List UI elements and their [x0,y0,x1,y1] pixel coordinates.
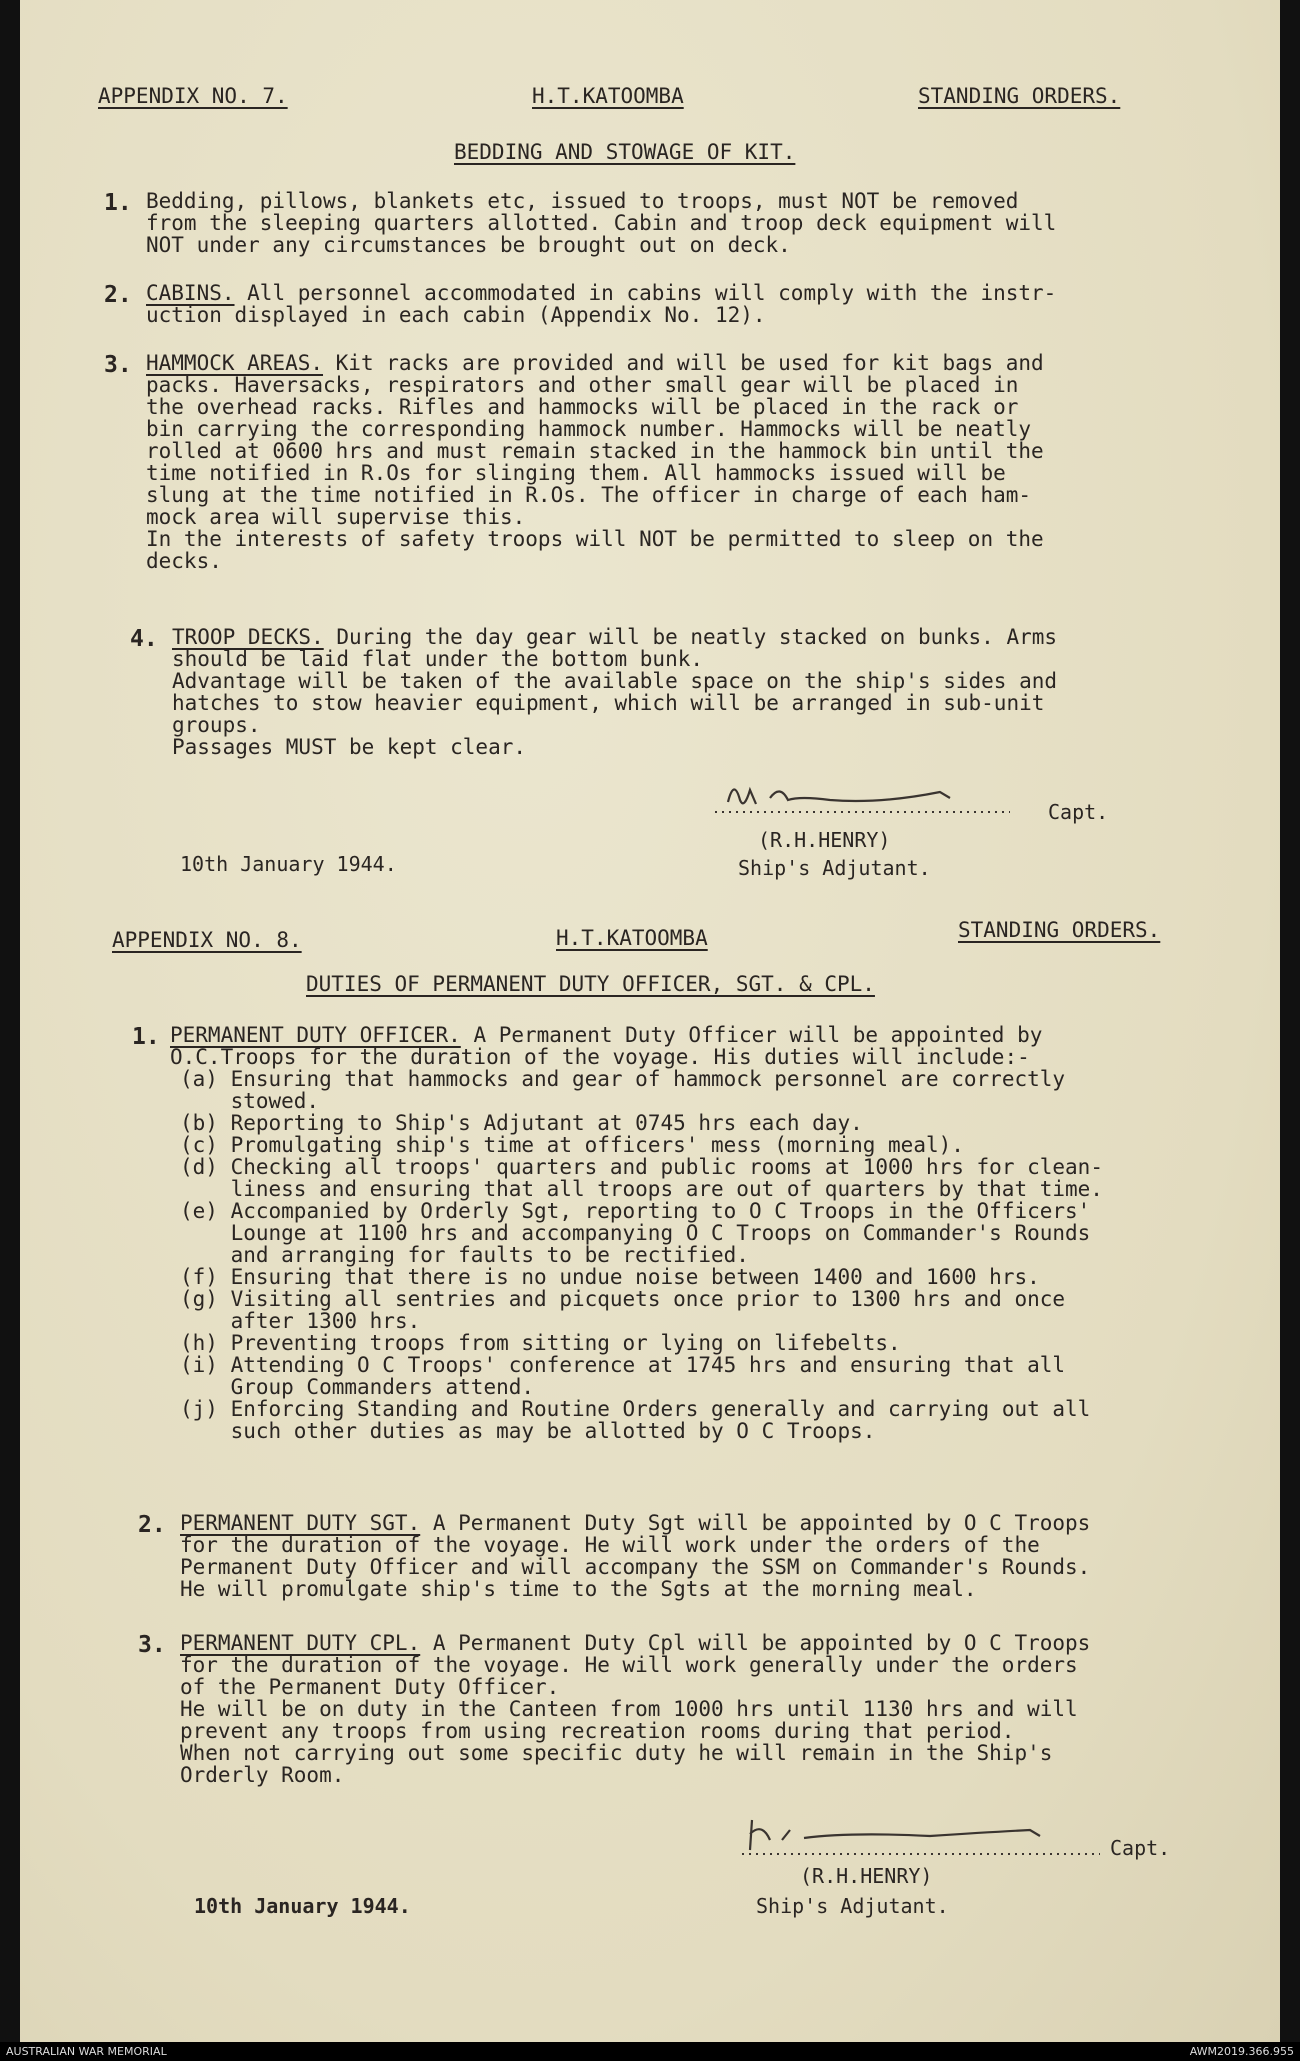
a8-item-3-text: PERMANENT DUTY CPL. A Permanent Duty Cpl will be appointed by O C Troops for the duration of the voyage. He will work generally under the orders of the Permanent Duty Officer. He will be on duty in the Canteen from 1000 hrs until 1130 hrs and will prevent any troops from using recreation rooms during that period. When not carrying out some specific duty he will remain in the Ship's Orderly Room. [180,1631,1091,1787]
a8-item-3-number: 3. [138,1632,166,1658]
a7-item-3-text: HAMMOCK AREAS. Kit racks are provided and will be used for kit bags and packs. Haversacks, respirators and other small gear will be placed in the overhead racks. Rifles and hammocks will be placed in the rack or bin carrying the corresponding hammock number. Hammocks will be neatly rolled at 0600 hrs and must remain stacked in the hammock bin until the time notified in R.Os for slinging them. All hammocks issued will be slung at the time notified in R.Os. The officer in charge of each ham- mock area will supervise this. In the interests of safety troops will NOT be permitted to sleep on the decks. [146,351,1044,573]
appendix-7-orders: STANDING ORDERS. [918,84,1121,108]
appendix-7-ship-name: H.T.KATOOMBA [532,84,684,108]
a8-signature-capt: Capt. [1110,1836,1171,1860]
appendix-8-orders: STANDING ORDERS. [958,918,1161,942]
a7-item-4-heading: TROOP DECKS. [172,625,324,649]
appendix-8-ship-name: H.T.KATOOMBA [556,926,708,950]
appendix-7-title: BEDDING AND STOWAGE OF KIT. [454,140,796,164]
a7-date: 10th January 1944. [180,852,397,876]
a8-item-2-heading: PERMANENT DUTY SGT. [180,1511,421,1535]
a8-signature-role: Ship's Adjutant. [756,1894,949,1918]
a7-item-4-text: TROOP DECKS. During the day gear will be neatly stacked on bunks. Arms should be laid flat under the bottom bunk. Advantage will be taken of the available space on the ship's sides and hatches to stow heavier equipment, which will be arranged in sub-unit groups. Passages MUST be kept clear. [172,625,1058,759]
a7-signature-role: Ship's Adjutant. [738,856,931,880]
a7-item-1-text: Bedding, pillows, blankets etc, issued to troops, must NOT be removed from the sleeping quarters allotted. Cabin and troop deck equipment will NOT under any circumstances be brought out on deck. [146,189,1057,257]
appendix-8-label: APPENDIX NO. 8. [112,928,302,952]
a7-item-1-number: 1. [104,190,132,216]
footer-source: AUSTRALIAN WAR MEMORIAL [6,2045,167,2058]
document-page [20,0,1280,2042]
a7-signature-name: (R.H.HENRY) [758,828,891,852]
a7-item-2-text: CABINS. All personnel accommodated in cabins will comply with the instr- uction displayed in each cabin (Appendix No. 12). [146,281,1057,327]
a8-item-1-heading: PERMANENT DUTY OFFICER. [170,1023,461,1047]
a7-item-4-number: 4. [130,626,158,652]
footer-bar [0,2042,1300,2061]
a7-signature-scribble [710,770,1050,820]
a8-signature-scribble [730,1810,1110,1860]
appendix-8-title: DUTIES OF PERMANENT DUTY OFFICER, SGT. & CPL. [306,972,875,996]
a8-signature-name: (R.H.HENRY) [800,1864,933,1888]
a8-date: 10th January 1944. [194,1894,411,1918]
a8-item-1-number: 1. [132,1024,160,1050]
a8-item-1-text: PERMANENT DUTY OFFICER. A Permanent Duty Officer will be appointed by O.C.Troops for the duration of the voyage. His duties will include:- [170,1023,1043,1069]
a7-item-2-number: 2. [104,282,132,308]
a7-item-3-number: 3. [104,352,132,378]
a8-item-3-heading: PERMANENT DUTY CPL. [180,1631,421,1655]
footer-accession-number: AWM2019.366.955 [1189,2045,1294,2058]
a8-duties-list: (a) Ensuring that hammocks and gear of hammock personnel are correctly stowed. (b) Reporting to Ship's Adjutant at 0745 hrs each day. (c) Promulgating ship's time at officers' mess (morning meal). (d) Checking all troops' quarters and public rooms at 1000 hrs for clean- liness and ensuring that all troops are out of quarters by that time. (e) Accompanied by Orderly Sgt, reporting to O C Troops in the Officers' Lounge at 1100 hrs and accompanying O C Troops on Commander's Rounds and arranging for faults to be rectified. (f) Ensuring that there is no undue noise between 1400 and 1600 hrs. (g) Visiting all sentries and picquets once prior to 1300 hrs and once after 1300 hrs. (h) Preventing troops from sitting or lying on lifebelts. (i) Attending O C Troops' conference at 1745 hrs and ensuring that all Group Commanders attend. (j) Enforcing Standing and Routine Orders generally and carrying out all such other duties as may be allotted by O C Troops. [180,1067,1103,1443]
a7-item-2-heading: CABINS. [146,281,235,305]
a8-item-2-text: PERMANENT DUTY SGT. A Permanent Duty Sgt will be appointed by O C Troops for the duration of the voyage. He will work under the orders of the Permanent Duty Officer and will accompany the SSM on Commander's Rounds. He will promulgate ship's time to the Sgts at the morning meal. [180,1511,1091,1601]
a7-signature-capt: Capt. [1048,800,1109,824]
appendix-7-label: APPENDIX NO. 7. [98,84,288,108]
a8-item-2-number: 2. [138,1512,166,1538]
a7-item-3-heading: HAMMOCK AREAS. [146,351,324,375]
